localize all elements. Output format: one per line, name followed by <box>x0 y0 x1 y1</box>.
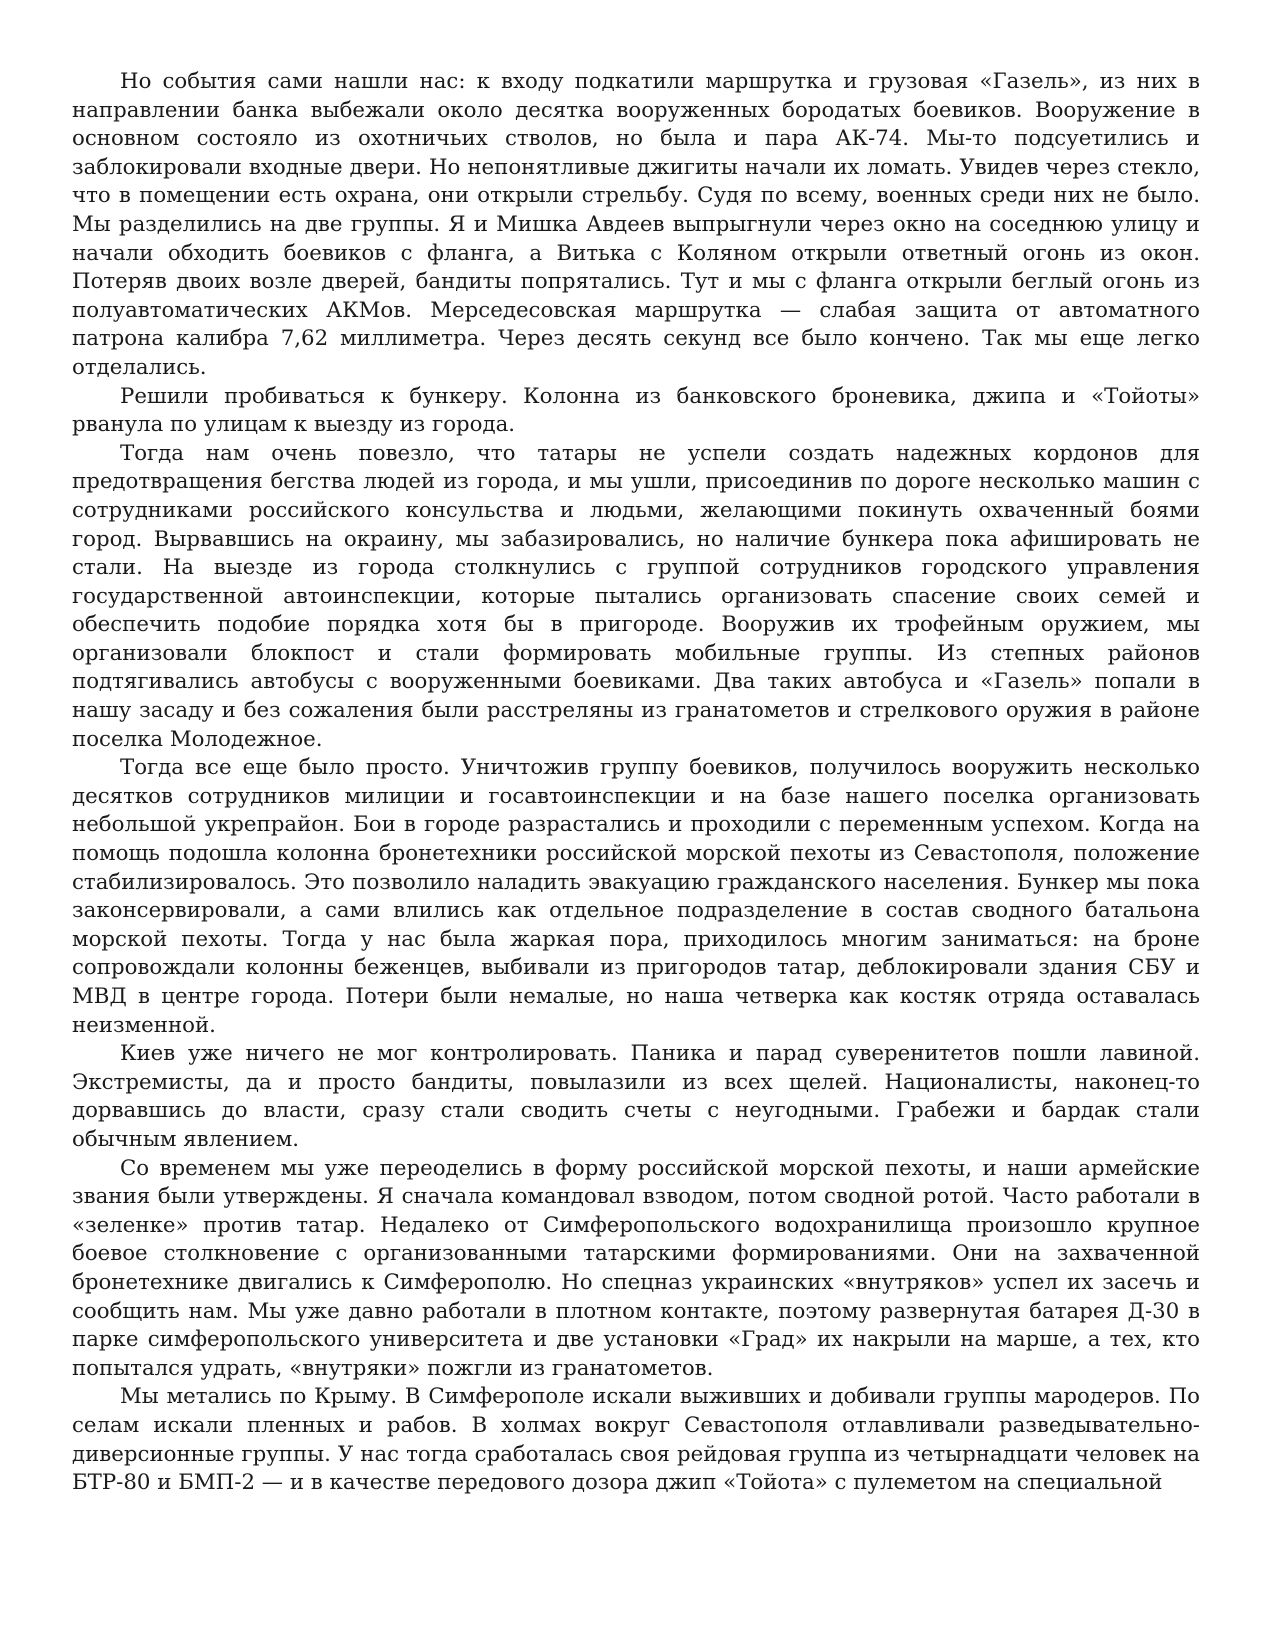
paragraph: Но события сами нашли нас: к входу подкатили маршрутка и грузовая «Газель», из них в направлении банка выбежали около десятка вооруженных бородатых боевиков. Вооружение в основном состояло из охотничьих стволов, но была и пара АК-74. Мы-то подсуетились и заблокировали входные двери. Но непонятливые джигиты начали их ломать. Увидев через стекло, что в помещении есть охрана, они открыли стрельбу. Судя по всему, военных среди них не было. Мы разделились на две группы. Я и Мишка Авдеев выпрыгнули через окно на соседнюю улицу и начали обходить боевиков с фланга, а Витька с Коляном открыли ответный огонь из окон. Потеряв двоих возле дверей, бандиты попрятались. Тут и мы с фланга открыли беглый огонь из полуавтоматических АКМов. Мерседесовская маршрутка — слабая защита от автоматного патрона калибра 7,62 миллиметра. Через десять секунд все было кончено. Так мы еще легко отделались. <box>72 69 1200 380</box>
paragraph: Со временем мы уже переоделись в форму российской морской пехоты, и наши армейские звания были утверждены. Я сначала командовал взводом, потом сводной ротой. Часто работали в «зеленке» против татар. Недалеко от Симферопольского водохранилища произошло крупное боевое столкновение с организованными татарскими формированиями. Они на захваченной бронетехнике двигались к Симферополю. Но спецназ украинских «внутряков» успел их засечь и сообщить нам. Мы уже давно работали в плотном контакте, поэтому развернутая батарея Д-30 в парке симферопольского университета и две установки «Град» их накрыли на марше, а тех, кто попытался удрать, «внутряки» пожгли из гранатометов. <box>72 1155 1200 1381</box>
paragraph: Тогда нам очень повезло, что татары не успели создать надежных кордонов для предотвращения бегства людей из города, и мы ушли, присоединив по дороге несколько машин с сотрудниками российского консульства и людьми, желающими покинуть охваченный боями город. Вырвавшись на окраину, мы забазировались, но наличие бункера пока афишировать не стали. На выезде из города столкнулись с группой сотрудников городского управления государственной автоинспекции, которые пытались организовать спасение своих семей и обеспечить подобие порядка хотя бы в пригороде. Вооружив их трофейным оружием, мы организовали блокпост и стали формировать мобильные группы. Из степных районов подтягивались автобусы с вооруженными боевиками. Два таких автобуса и «Газель» попали в нашу засаду и без сожаления были расстреляны из гранатометов и стрелкового оружия в районе поселка Молодежное. <box>72 440 1200 752</box>
paragraph: Мы метались по Крыму. В Симферополе искали выживших и добивали группы мародеров. По селам искали пленных и рабов. В холмах вокруг Севастополя отлавливали разведывательно-диверсионные группы. У нас тогда сработалась своя рейдовая группа из четырнадцати человек на БТР-80 и БМП-2 — и в качестве передового дозора джип «Тойота» с пулеметом на специальной <box>72 1384 1200 1496</box>
paragraph: Решили пробиваться к бункеру. Колонна из банковского броневика, джипа и «Тойоты» рванула по улицам к выезду из города. <box>72 383 1200 438</box>
page-text <box>72 68 1200 1498</box>
paragraph: Тогда все еще было просто. Уничтожив группу боевиков, получилось вооружить несколько десятков сотрудников милиции и госавтоинспекции и на базе нашего поселка организовать небольшой укрепрайон. Бои в городе разрастались и проходили с переменным успехом. Когда на помощь подошла колонна бронетехники российской морской пехоты из Севастополя, положение стабилизировалось. Это позволило наладить эвакуацию гражданского населения. Бункер мы пока законсервировали, а сами влились как отдельное подразделение в состав сводного батальона морской пехоты. Тогда у нас была жаркая пора, приходилось многим заниматься: на броне сопровождали колонны беженцев, выбивали из пригородов татар, деблокировали здания СБУ и МВД в центре города. Потери были немалые, но наша четверка как костяк отряда оставалась неизменной. <box>72 755 1200 1038</box>
paragraph: Киев уже ничего не мог контролировать. Паника и парад суверенитетов пошли лавиной. Экстремисты, да и просто бандиты, повылазили из всех щелей. Националисты, наконец-то дорвавшись до власти, сразу стали сводить счеты с неугодными. Грабежи и бардак стали обычным явлением. <box>72 1041 1200 1152</box>
